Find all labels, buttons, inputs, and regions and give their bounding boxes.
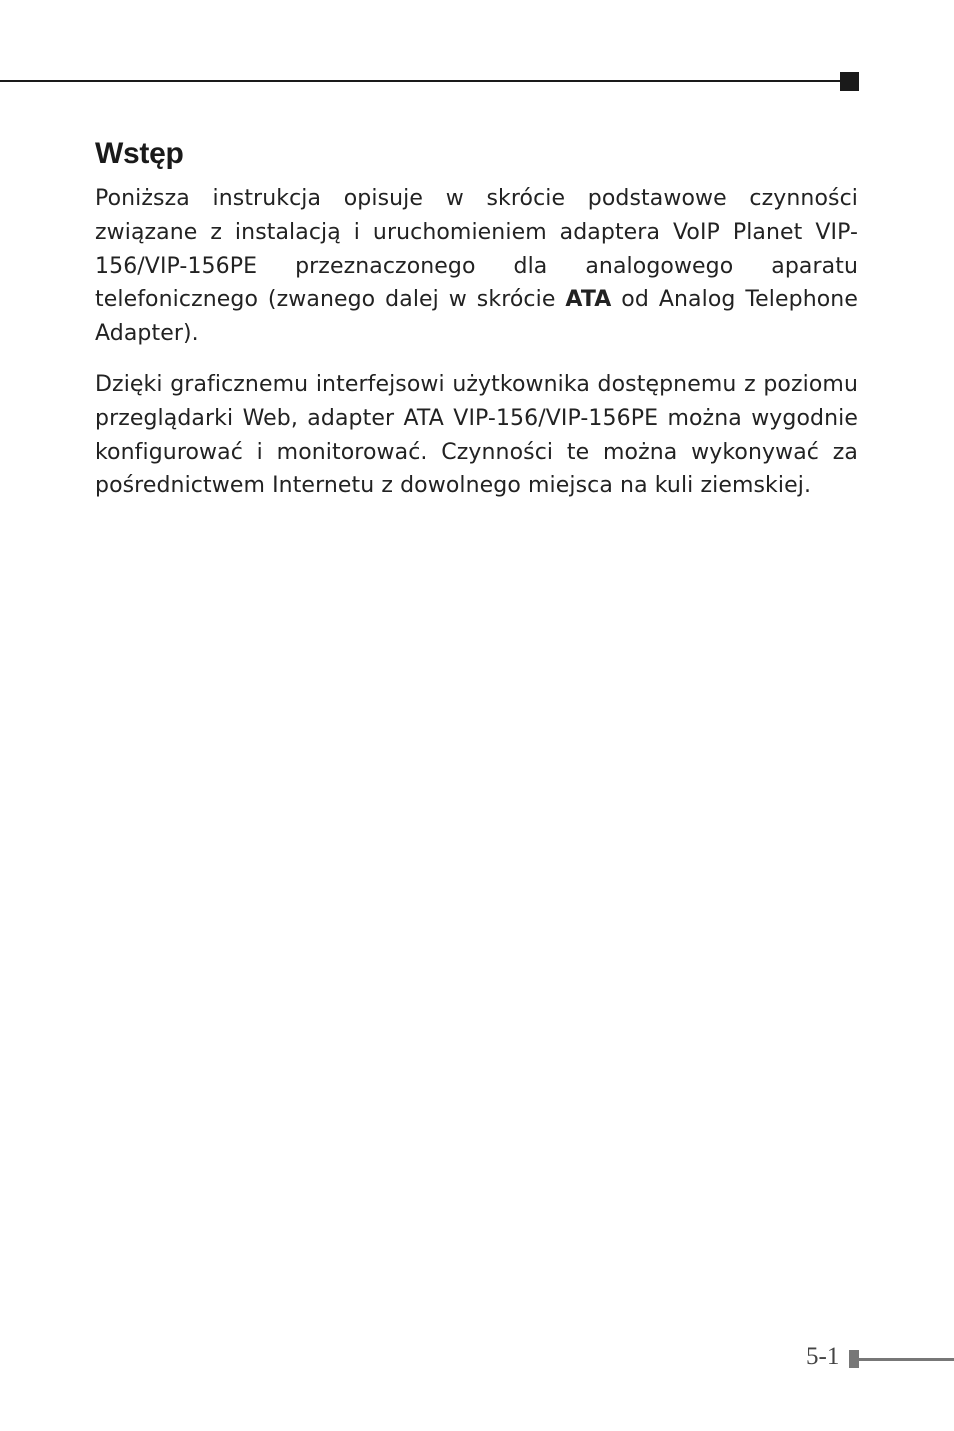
page-content	[95, 136, 858, 520]
interface-paragraph: Dzięki graficznemu interfejsowi użytkownika dostępnemu z poziomu przeglądarki Web, adapter ATA VIP-156/VIP-156PE można wygodnie konfigurować i monitorować. Czynności te można wykonywać za pośrednictwem Internetu z dowolnego miejsca na kuli ziemskiej.	[95, 371, 858, 499]
intro-paragraph-bold-term: ATA	[565, 287, 612, 313]
page-number: 5-1	[806, 1343, 840, 1370]
intro-paragraph-text-end: od Analog Telephone Adapter).	[95, 287, 858, 347]
footer-square-marker	[849, 1350, 859, 1368]
section-heading: Wstęp	[95, 137, 184, 170]
footer-rule	[859, 1358, 954, 1361]
intro-paragraph-text-start: Poniższa instrukcja opisuje w skrócie podstawowe czynności związane z instalacją i uruchomieniem adaptera VoIP Planet VIP-156/VIP-156PE przeznaczonego dla analogowego aparatu telefonicznego (zwanego dalej w skrócie	[95, 186, 858, 313]
header-rule	[0, 80, 842, 82]
header-square-marker	[840, 72, 859, 91]
intro-paragraph	[95, 182, 858, 351]
